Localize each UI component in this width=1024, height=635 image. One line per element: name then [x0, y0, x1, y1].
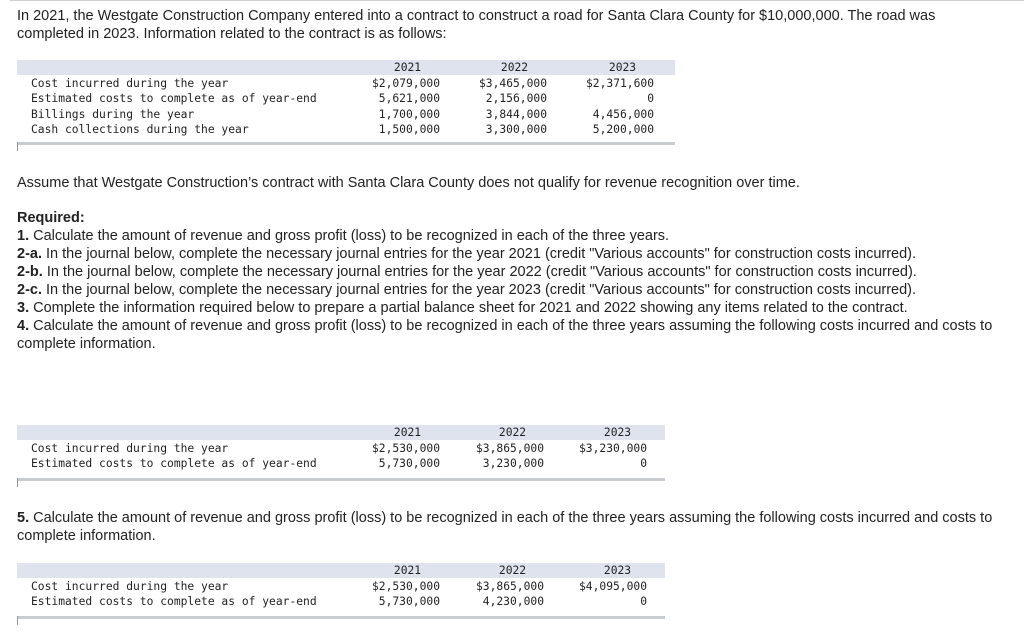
cell-value: $3,230,000	[578, 442, 647, 455]
cell-value: 5,730,000	[378, 457, 440, 470]
table-corner-tick	[17, 478, 18, 487]
year-header-2022: 2022	[500, 61, 529, 74]
intro-paragraph: In 2021, the Westgate Construction Company entered into a contract to construct a road for Santa Clara County for $10,000,000. The road was completed in 2023. Information related to the contract is as follows:	[17, 8, 936, 42]
cell-value: $3,865,000	[475, 442, 544, 455]
cell-value: 5,730,000	[378, 595, 440, 608]
year-header-2023: 2023	[608, 61, 637, 74]
table-header-bar	[17, 425, 665, 440]
row-label: Cost incurred during the year	[31, 580, 229, 593]
required-section	[17, 209, 1007, 353]
cell-value: $3,865,000	[475, 580, 544, 593]
cell-value: 1,500,000	[378, 123, 440, 136]
requirement-4-cost-table	[17, 425, 665, 487]
cell-value: $3,465,000	[478, 77, 547, 90]
required-item-2c: 2-c. In the journal below, complete the necessary journal entries for the year 2023 (credit "Various accounts" for construction costs incurred).	[17, 282, 917, 298]
cell-value: 0	[640, 595, 647, 608]
year-header-2021: 2021	[393, 564, 422, 577]
row-label: Billings during the year	[31, 108, 195, 121]
required-item-2a: 2-a. In the journal below, complete the necessary journal entries for the year 2021 (credit "Various accounts" for construction costs incurred).	[17, 246, 917, 262]
cell-value: 3,300,000	[485, 123, 547, 136]
cell-value: 0	[640, 457, 647, 470]
contract-info-table	[17, 60, 675, 152]
cell-value: $4,095,000	[578, 580, 647, 593]
row-label: Estimated costs to complete as of year-end	[31, 457, 317, 470]
assumption-paragraph: Assume that Westgate Construction’s contract with Santa Clara County does not qualify for revenue recognition over time.	[17, 175, 800, 191]
cell-value: 3,230,000	[482, 457, 544, 470]
cell-value: 0	[647, 92, 654, 105]
required-item-1: 1. Calculate the amount of revenue and gross profit (loss) to be recognized in each of the three years.	[17, 228, 670, 244]
cell-value: 5,200,000	[592, 123, 654, 136]
table-header-bar	[17, 563, 665, 578]
cell-value: $2,371,600	[585, 77, 654, 90]
required-item-2b: 2-b. In the journal below, complete the necessary journal entries for the year 2022 (credit "Various accounts" for construction costs incurred).	[17, 264, 917, 280]
year-header-2021: 2021	[393, 61, 422, 74]
year-header-2023: 2023	[603, 564, 632, 577]
cell-value: $2,530,000	[371, 442, 440, 455]
table-bottom-rule	[17, 142, 675, 145]
cell-value: 3,844,000	[485, 108, 547, 121]
year-header-2023: 2023	[603, 426, 632, 439]
row-label: Estimated costs to complete as of year-end	[31, 92, 317, 105]
year-header-2021: 2021	[393, 426, 422, 439]
table-bottom-rule	[17, 478, 665, 481]
requirement-5-cost-table	[17, 563, 665, 627]
table-corner-tick	[17, 142, 18, 151]
cell-value: $2,079,000	[371, 77, 440, 90]
year-header-2022: 2022	[498, 564, 527, 577]
required-heading: Required:	[17, 210, 85, 226]
top-divider	[10, 0, 1024, 1]
row-label: Cost incurred during the year	[31, 442, 229, 455]
year-header-2022: 2022	[498, 426, 527, 439]
row-label: Estimated costs to complete as of year-end	[31, 595, 317, 608]
cell-value: $2,530,000	[371, 580, 440, 593]
table-header-bar	[17, 60, 675, 75]
required-item-3: 3. Complete the information required below to prepare a partial balance sheet for 2021 and 2022 showing any items related to the contract.	[17, 300, 908, 316]
cell-value: 1,700,000	[378, 108, 440, 121]
cell-value: 4,230,000	[482, 595, 544, 608]
required-item-4: 4. Calculate the amount of revenue and gross profit (loss) to be recognized in each of the three years assuming the following costs incurred and costs to complete information.	[17, 318, 993, 352]
cell-value: 2,156,000	[485, 92, 547, 105]
cell-value: 4,456,000	[592, 108, 654, 121]
required-item-5: 5. Calculate the amount of revenue and gross profit (loss) to be recognized in each of the three years assuming the following costs incurred and costs to complete information.	[17, 510, 993, 544]
table-corner-tick	[17, 616, 18, 625]
row-label: Cost incurred during the year	[31, 77, 229, 90]
table-bottom-rule	[17, 616, 665, 619]
row-label: Cash collections during the year	[31, 123, 249, 136]
cell-value: 5,621,000	[378, 92, 440, 105]
